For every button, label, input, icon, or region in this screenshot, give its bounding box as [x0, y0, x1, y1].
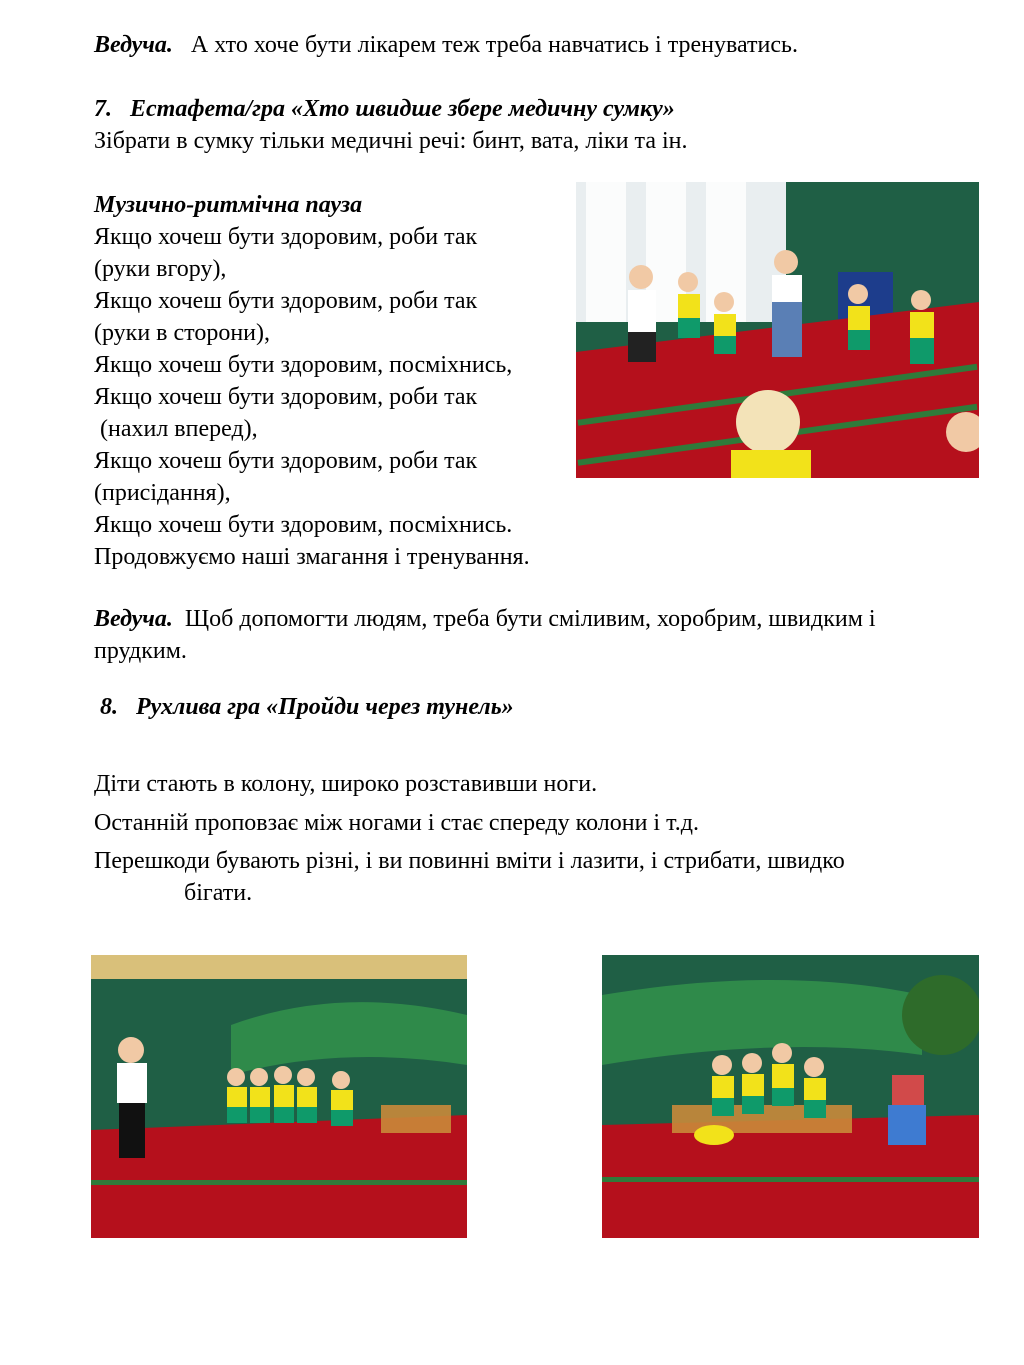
pause-line: Якщо хочеш бути здоровим, роби так	[94, 384, 478, 410]
photo-circle-game	[576, 182, 979, 478]
pause-line: Якщо хочеш бути здоровим, роби так	[94, 288, 478, 314]
host-line-1	[94, 30, 798, 60]
pause-line: (нахил вперед),	[94, 416, 258, 442]
game-instruction: Останній проповзає між ногами і стає спереду колони і т.д.	[94, 810, 699, 836]
speaker-label: Ведуча.	[94, 32, 173, 58]
section-8-heading	[100, 692, 514, 722]
section-title: Естафета/гра «Хто швидше збере медичну сумку»	[130, 96, 675, 122]
host-text: Щоб допомогти людям, треба бути сміливим, хоробрим, швидким і	[184, 606, 876, 632]
section-number: 7.	[94, 96, 112, 122]
host-line-2-cont: прудким.	[94, 638, 187, 664]
section-number: 8.	[100, 694, 118, 720]
section-title: Рухлива гра «Пройди через тунель»	[136, 694, 514, 720]
photo-tunnel-column	[91, 955, 467, 1238]
pause-line: (присідання),	[94, 480, 231, 506]
game-instruction: Перешкоди бувають різні, і ви повинні вміти і лазити, і стрибати, швидко	[94, 848, 845, 874]
pause-line: Якщо хочеш бути здоровим, роби так	[94, 448, 478, 474]
pause-heading: Музично-ритмічна пауза	[94, 192, 363, 218]
pause-line: Якщо хочеш бути здоровим, посміхнись,	[94, 352, 513, 378]
section-7-description: Зібрати в сумку тільки медичні речі: бинт, вата, ліки та ін.	[94, 128, 688, 154]
pause-line: (руки в сторони),	[94, 320, 271, 346]
game-instruction: Діти стають в колону, широко розставивши ноги.	[94, 771, 598, 797]
speaker-label: Ведуча.	[94, 606, 173, 632]
pause-line: Якщо хочеш бути здоровим, посміхнись.	[94, 512, 513, 538]
pause-line: (руки вгору),	[94, 256, 227, 282]
pause-line: Продовжуємо наші змагання і тренування.	[94, 544, 530, 570]
photo-tunnel-crawl	[602, 955, 979, 1238]
host-line-2	[94, 604, 876, 634]
section-7-heading	[94, 94, 675, 124]
pause-line: Якщо хочеш бути здоровим, роби так	[94, 224, 478, 250]
game-instruction-cont: бігати.	[184, 880, 253, 906]
host-text: А хто хоче бути лікарем теж треба навчатись і тренуватись.	[190, 32, 798, 58]
